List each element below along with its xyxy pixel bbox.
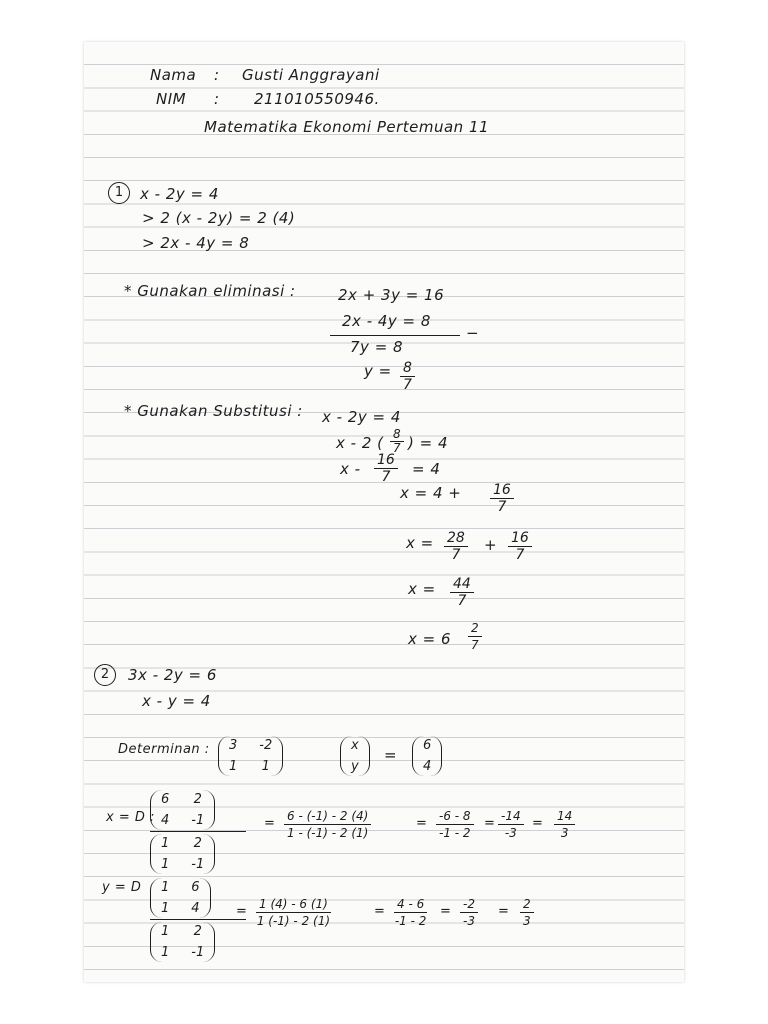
- matrix-a: [218, 736, 283, 776]
- elim-eq2: 2x - 4y = 8: [342, 312, 431, 330]
- y-matrix-bottom: [150, 922, 215, 962]
- subs-eq2-den: 7: [393, 441, 401, 455]
- elim-res1: 7y = 8: [350, 338, 404, 356]
- x-line2-num1: 28: [444, 530, 468, 547]
- elim-eq1: 2x + 3y = 16: [338, 286, 445, 304]
- x-matrix-bottom: [150, 834, 215, 874]
- matrix-cell: 4: [161, 813, 170, 828]
- y-calc-fraction: [256, 896, 331, 929]
- y-step2-num: 4 - 6: [394, 896, 427, 913]
- y-step4-num: 2: [520, 896, 534, 913]
- x-line3-fraction: [450, 576, 474, 609]
- y-matrix-top: [150, 878, 211, 918]
- colon: :: [214, 90, 220, 108]
- problem-number-1: 1: [108, 182, 130, 204]
- matrix-cell: 1: [161, 880, 170, 895]
- x-step4-den: 3: [560, 826, 569, 840]
- x-step2-den: -1 - 2: [439, 826, 471, 840]
- nama-value: Gusti Anggrayani: [242, 66, 380, 84]
- subs-eq2-num: 8: [390, 428, 404, 442]
- nim-value: 211010550946.: [254, 90, 380, 108]
- x-line1-den: 7: [497, 499, 507, 515]
- x-matrix-top: [150, 790, 215, 830]
- x-line2-left: x =: [406, 534, 434, 552]
- subs-eq2-left: x - 2 (: [336, 434, 384, 452]
- subs-eq2-fraction: [390, 428, 404, 455]
- x-calc-den: 1 - (-1) - 2 (1): [287, 826, 369, 840]
- x-line4-den: 7: [471, 638, 479, 652]
- notebook-page: [84, 42, 684, 982]
- matrix-cell: 1: [161, 857, 170, 872]
- matrix-cell: -2: [259, 738, 273, 753]
- x-line1-fraction: [490, 482, 514, 515]
- equals-sign: =: [440, 904, 452, 919]
- equals-sign: =: [416, 816, 428, 831]
- subs-eq3-right: = 4: [412, 460, 441, 478]
- x-line3-left: x =: [408, 580, 436, 598]
- matrix-cell: -1: [191, 813, 205, 828]
- y-step3-fraction: [460, 896, 478, 929]
- nim-label: NIM: [156, 90, 187, 108]
- subs-eq2-right: ) = 4: [408, 434, 448, 452]
- x-line3-den: 7: [457, 593, 467, 609]
- x-step4-fraction: [554, 808, 575, 841]
- equals-sign: =: [374, 904, 386, 919]
- x-calc-fraction: [284, 808, 371, 841]
- x-step3-den: -3: [504, 826, 517, 840]
- subs-eq3-num: 16: [374, 452, 398, 469]
- subs-eq1: x - 2y = 4: [322, 408, 401, 426]
- p1-line2: > 2 (x - 2y) = 2 (4): [142, 209, 296, 227]
- equals-sign: =: [498, 904, 510, 919]
- x-line4-left: x = 6: [408, 630, 452, 648]
- matrix-cell: -1: [191, 857, 205, 872]
- matrix-cell: x: [351, 738, 359, 753]
- colon: :: [214, 66, 220, 84]
- matrix-cell: 1: [261, 759, 270, 774]
- p2-eq2: x - y = 4: [142, 692, 211, 710]
- matrix-cell: 2: [193, 924, 202, 939]
- x-line3-num: 44: [450, 576, 474, 593]
- subject-title: Matematika Ekonomi Pertemuan 11: [204, 118, 490, 136]
- problem-number-2: 2: [94, 664, 116, 686]
- equals-sign: =: [236, 904, 248, 919]
- elimination-label: * Gunakan eliminasi :: [124, 282, 296, 300]
- x-step2-num: -6 - 8: [436, 808, 474, 825]
- x-step3-num: -14: [498, 808, 524, 825]
- y-calc-den: 1 (-1) - 2 (1): [256, 914, 331, 928]
- y-num: 8: [400, 360, 415, 377]
- nama-label: Nama: [150, 66, 197, 84]
- y-step2-den: -1 - 2: [394, 914, 427, 928]
- matrix-cell: y: [351, 759, 359, 774]
- matrix-cell: 4: [191, 901, 200, 916]
- matrix-cell: 1: [161, 836, 170, 851]
- y-calc-num: 1 (4) - 6 (1): [256, 896, 331, 913]
- elim-line: [330, 335, 460, 336]
- matrix-cell: -1: [191, 945, 205, 960]
- x-step3-fraction: [498, 808, 524, 841]
- x-step2-fraction: [436, 808, 474, 841]
- y-fraction-bar: [150, 919, 246, 920]
- matrix-cell: 3: [229, 738, 238, 753]
- x-line2-den2: 7: [515, 547, 525, 563]
- equals-sign: =: [484, 816, 496, 831]
- y-step4-den: 3: [523, 914, 531, 928]
- y-step4-fraction: [520, 896, 534, 929]
- x-calc-num: 6 - (-1) - 2 (4): [284, 808, 371, 825]
- matrix-x: [340, 736, 370, 776]
- matrix-cell: 6: [423, 738, 432, 753]
- matrix-cell: 1: [229, 759, 238, 774]
- y-det-label: y = D: [102, 880, 142, 895]
- matrix-b: [412, 736, 442, 776]
- elim-minus: −: [466, 324, 480, 342]
- matrix-cell: 2: [193, 836, 202, 851]
- x-line1-num: 16: [490, 482, 514, 499]
- equals-sign: =: [384, 746, 398, 764]
- x-line2-den1: 7: [451, 547, 461, 563]
- y-step2-fraction: [394, 896, 427, 929]
- y-step3-num: -2: [460, 896, 478, 913]
- x-line2-fraction1: [444, 530, 468, 563]
- y-den: 7: [403, 377, 412, 393]
- subs-eq3-fraction: [374, 452, 398, 485]
- matrix-cell: 4: [423, 759, 432, 774]
- matrix-cell: 6: [161, 792, 170, 807]
- subs-eq3-left: x -: [340, 460, 361, 478]
- subs-eq3-den: 7: [381, 469, 391, 485]
- y-step3-den: -3: [463, 914, 475, 928]
- x-line4-num: 2: [468, 620, 482, 637]
- substitution-label: * Gunakan Substitusi :: [124, 402, 303, 420]
- p1-line3: > 2x - 4y = 8: [142, 234, 250, 252]
- matrix-cell: 2: [193, 792, 202, 807]
- elim-res2: y =: [364, 362, 392, 380]
- x-fraction-bar: [150, 831, 246, 832]
- y-fraction: [400, 360, 415, 393]
- equals-sign: =: [264, 816, 276, 831]
- x-line2-plus: +: [484, 536, 498, 554]
- matrix-cell: 1: [161, 945, 170, 960]
- x-line2-num2: 16: [508, 530, 532, 547]
- determinant-label: Determinan :: [118, 742, 210, 757]
- x-line4-fraction: [468, 620, 482, 653]
- matrix-cell: 6: [191, 880, 200, 895]
- equals-sign: =: [532, 816, 544, 831]
- x-det-label: x = D :: [106, 810, 155, 825]
- x-line1-left: x = 4 +: [400, 484, 462, 502]
- p1-line1: x - 2y = 4: [140, 185, 219, 203]
- x-line2-fraction2: [508, 530, 532, 563]
- matrix-cell: 1: [161, 924, 170, 939]
- matrix-cell: 1: [161, 901, 170, 916]
- x-step4-num: 14: [554, 808, 575, 825]
- p2-eq1: 3x - 2y = 6: [128, 666, 217, 684]
